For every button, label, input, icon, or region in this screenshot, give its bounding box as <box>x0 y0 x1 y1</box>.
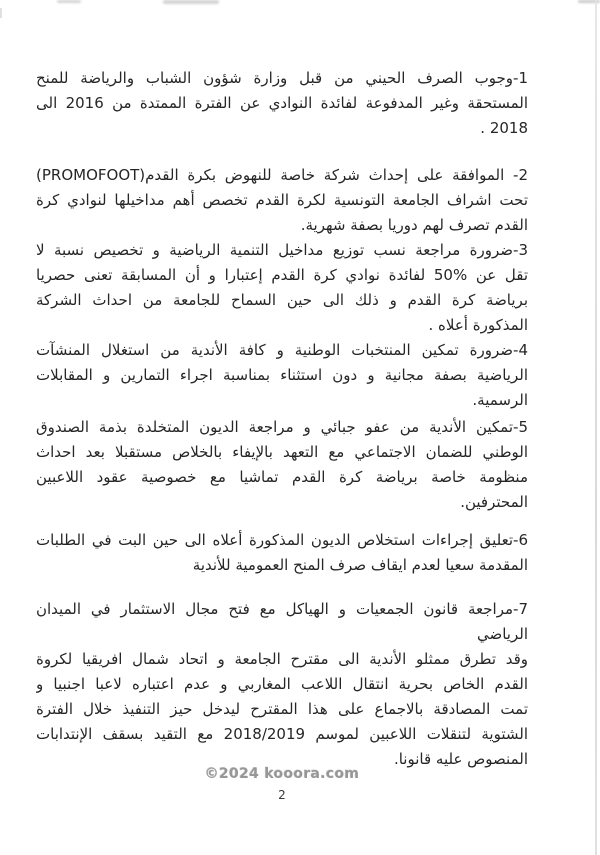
closing-paragraph <box>36 647 528 772</box>
text-line: برياضة كرة القدم و ذلك الى حين السماح للجامعة من احداث الشركة <box>36 291 528 309</box>
page-edge-line <box>595 0 597 855</box>
watermark: ©2024 kooora.com <box>204 766 360 782</box>
text-line: الرياضي <box>477 625 528 643</box>
text-line: المحترفين. <box>460 493 528 511</box>
text-line: الوطني للضمان الاجتماعي مع التعهد بالإيفاء بالخلاص مستقبلا بعد احداث <box>36 443 528 461</box>
numbered-item-2 <box>36 163 528 238</box>
numbered-item-4 <box>36 338 528 413</box>
scan-smudge <box>163 0 219 4</box>
text-line: القدم تصرف لهم دوريا بصفة شهرية. <box>300 216 528 234</box>
text-line: الشتوية لتنقلات اللاعبين لموسم 2018/2019 مع التقيد بسقف الإنتدابات <box>36 725 528 743</box>
text-line: تمت المصادقة بالاجماع على هذا المقترح ليدخل حيز التنفيذ خلال الفترة <box>36 700 528 718</box>
text-line: المستحقة وغير المدفوعة لفائدة النوادي عن الفترة الممتدة من 2016 الى <box>36 94 528 112</box>
text-line: 7-مراجعة قانون الجمعيات و الهياكل مع فتح مجال الاستثمار في الميدان <box>36 600 528 618</box>
text-line: 2- الموافقة على إحداث شركة خاصة للنهوض بكرة القدم(PROMOFOOT) <box>36 166 528 184</box>
text-line: الرسمية. <box>472 391 528 409</box>
scan-smudge <box>0 8 2 18</box>
scan-smudge <box>57 0 81 3</box>
text-line: 6-تعليق إجراءات استخلاص الديون المذكورة أعلاه الى حين البت في الطلبات <box>36 531 528 549</box>
text-line: القدم الخاص بحرية انتقال اللاعب المغاربي و عدم اعتباره لاعبا اجنبيا و <box>36 675 528 693</box>
text-line: تحت اشراف الجامعة التونسية لكرة القدم تخصص أهم مداخيلها لنوادي كرة <box>36 191 528 209</box>
numbered-item-6 <box>36 528 528 578</box>
numbered-item-3 <box>36 238 528 338</box>
text-line: منظومة خاصة برياضة كرة القدم تماشيا مع خصوصية عقود اللاعبين <box>36 468 528 486</box>
text-line: المذكورة أعلاه . <box>428 316 528 334</box>
page-number: 2 <box>278 788 286 802</box>
document-body <box>0 66 600 802</box>
text-line: 5-تمكين الأندية من عفو جبائي و مراجعة الديون المتخلدة بذمة الصندوق <box>36 418 528 436</box>
text-line: 4-ضرورة تمكين المنتخبات الوطنية و كافة الأندية من استغلال المنشآت <box>36 341 528 359</box>
numbered-item-5 <box>36 415 528 515</box>
numbered-item-7 <box>36 597 528 647</box>
text-line: 2018 . <box>480 119 528 137</box>
text-line: 1-وجوب الصرف الحيني من قبل وزارة شؤون الشباب والرياضة للمنح <box>36 69 528 87</box>
text-line: وقد تطرق ممثلو الأندية الى مقترح الجامعة و اتحاد شمال افريقيا لكروة <box>36 650 528 668</box>
numbered-item-1 <box>36 66 528 141</box>
text-line: المقدمة سعيا لعدم ايقاف صرف المنح العمومية للأندية <box>192 556 528 574</box>
text-line: تقل عن %50 لفائدة نوادي كرة القدم إعتبارا و أن المسابقة تعنى حصريا <box>36 266 528 284</box>
text-line: 3-ضرورة مراجعة نسب توزيع مداخيل التنمية الرياضية و تخصيص نسبة لا <box>36 241 528 259</box>
text-line: الرياضية بصفة مجانية و دون استثناء بمناسبة اجراء التمارين و المقابلات <box>36 366 528 384</box>
text-line: المنصوص عليه قانونا. <box>393 750 528 768</box>
